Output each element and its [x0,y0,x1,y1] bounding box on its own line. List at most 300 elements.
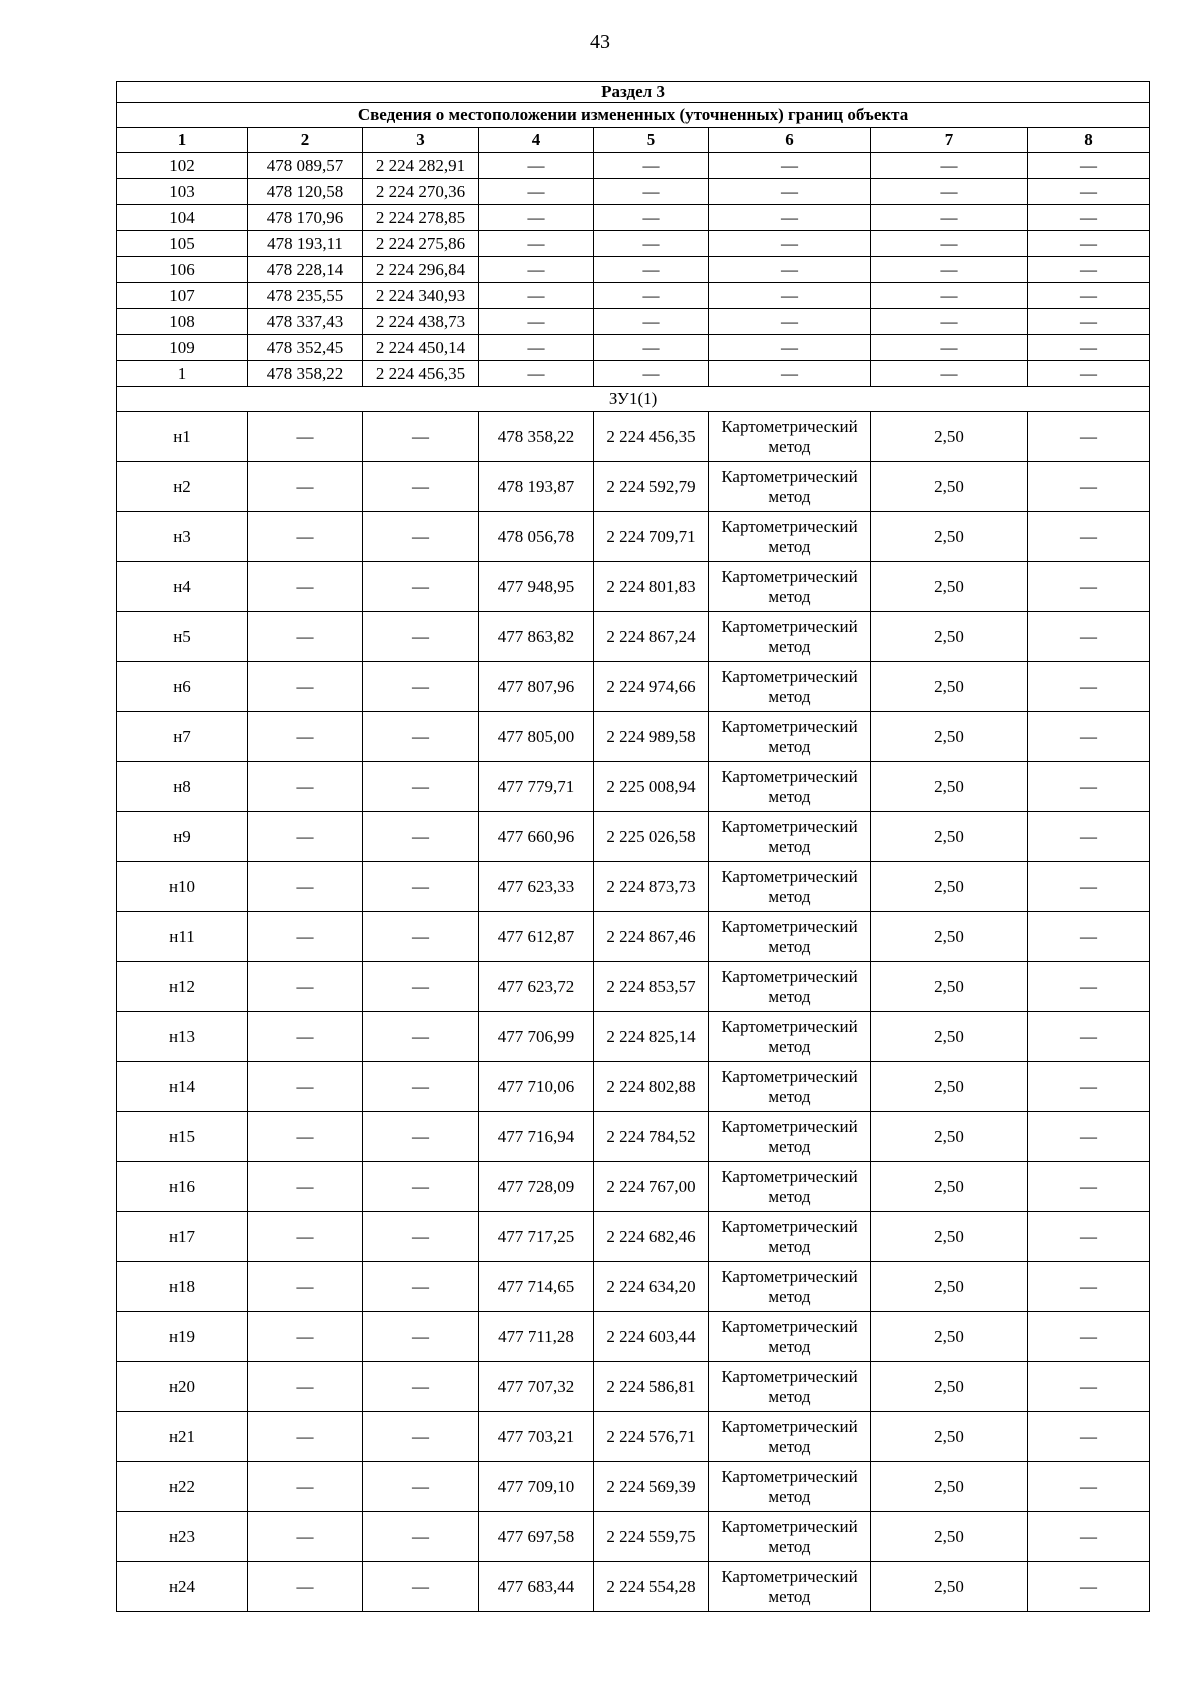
table-cell: 105 [117,231,248,257]
table-cell: 2 224 559,75 [594,1512,709,1562]
table-cell: — [248,1412,363,1462]
table-cell: — [1028,1162,1150,1212]
table-cell: — [248,862,363,912]
table-cell: 477 716,94 [479,1112,594,1162]
table-cell: 2 224 802,88 [594,1062,709,1112]
table-cell: — [1028,812,1150,862]
table-cell: н3 [117,512,248,562]
table-cell: Картометрический метод [709,1562,871,1612]
table-cell: — [479,231,594,257]
table-cell: 478 089,57 [248,153,363,179]
table-cell: 477 710,06 [479,1062,594,1112]
table-cell: 2 224 709,71 [594,512,709,562]
table-cell: — [248,1012,363,1062]
table-cell: 478 358,22 [479,412,594,462]
table-cell: — [479,205,594,231]
table-cell: н6 [117,662,248,712]
table-cell: — [871,231,1028,257]
table-cell: — [1028,257,1150,283]
table-cell: 478 358,22 [248,361,363,387]
table-cell: н10 [117,862,248,912]
table-cell: 2 224 282,91 [363,153,479,179]
table-cell: 2 224 456,35 [363,361,479,387]
table-cell: 477 707,32 [479,1362,594,1412]
table-cell: 477 711,28 [479,1312,594,1362]
table-cell: Картометрический метод [709,1362,871,1412]
table-cell: — [1028,335,1150,361]
table-cell: — [479,179,594,205]
table-cell: н5 [117,612,248,662]
table-cell: н22 [117,1462,248,1512]
column-header: 3 [363,128,479,153]
table-cell: Картометрический метод [709,912,871,962]
table-cell: — [363,1312,479,1362]
table-cell: — [363,662,479,712]
table-cell: — [248,1162,363,1212]
table-cell: 477 623,33 [479,862,594,912]
table-cell: 2,50 [871,1162,1028,1212]
table-cell: 477 948,95 [479,562,594,612]
table-cell: Картометрический метод [709,562,871,612]
table-cell: — [479,153,594,179]
column-header: 4 [479,128,594,153]
table-cell: 103 [117,179,248,205]
table-cell: — [363,762,479,812]
table-cell: Картометрический метод [709,412,871,462]
table-cell: 2,50 [871,1562,1028,1612]
table-cell: — [363,962,479,1012]
table-cell: — [1028,762,1150,812]
column-header: 7 [871,128,1028,153]
table-cell: 2 224 767,00 [594,1162,709,1212]
table-cell: — [248,1262,363,1312]
table-cell: — [248,462,363,512]
table-cell: — [248,1212,363,1262]
table-cell: 2,50 [871,1412,1028,1462]
table-cell: 2 224 682,46 [594,1212,709,1262]
table-cell: 2,50 [871,712,1028,762]
table-cell: — [1028,1062,1150,1112]
table-cell: — [248,812,363,862]
table-cell: 2 224 853,57 [594,962,709,1012]
table-cell: 106 [117,257,248,283]
table-cell: 104 [117,205,248,231]
table-cell: — [871,153,1028,179]
table-cell: — [1028,1362,1150,1412]
table-cell: — [479,283,594,309]
table-cell: — [709,309,871,335]
table-cell: 2 224 603,44 [594,1312,709,1362]
table-cell: Картометрический метод [709,962,871,1012]
section-heading: Раздел 3 [117,82,1150,103]
table-row [117,562,1150,612]
table-cell: 477 706,99 [479,1012,594,1062]
table-cell: — [871,179,1028,205]
table-row [117,412,1150,462]
table-cell: 478 337,43 [248,309,363,335]
table-cell: 477 779,71 [479,762,594,812]
table-cell: 108 [117,309,248,335]
table-cell: 2,50 [871,812,1028,862]
table-cell: — [1028,912,1150,962]
table-cell: — [248,412,363,462]
table-cell: — [363,1112,479,1162]
table-cell: 478 056,78 [479,512,594,562]
table-cell: — [1028,1012,1150,1062]
table-cell: — [363,1262,479,1312]
table-cell: — [363,812,479,862]
table-cell: — [1028,179,1150,205]
table-cell: — [1028,712,1150,762]
table-cell: н14 [117,1062,248,1112]
table-cell: Картометрический метод [709,862,871,912]
table-cell: 2 224 576,71 [594,1412,709,1462]
table-cell: 2 224 873,73 [594,862,709,912]
table-cell: — [363,1512,479,1562]
table-cell: — [871,257,1028,283]
table-cell: — [1028,462,1150,512]
table-cell: — [1028,962,1150,1012]
table-cell: н2 [117,462,248,512]
table-cell: 477 660,96 [479,812,594,862]
table-cell: 2,50 [871,862,1028,912]
table-cell: — [594,179,709,205]
table-cell: — [248,962,363,1012]
table-cell: 2,50 [871,1512,1028,1562]
table-cell: Картометрический метод [709,1412,871,1462]
table-title: Сведения о местоположении измененных (уточненных) границ объекта [117,103,1150,128]
table-cell: 477 709,10 [479,1462,594,1512]
table-cell: 2 224 974,66 [594,662,709,712]
table-cell: — [709,179,871,205]
table-cell: — [871,205,1028,231]
table-cell: 477 703,21 [479,1412,594,1462]
table-cell: 477 714,65 [479,1262,594,1312]
table-row [117,1162,1150,1212]
table-cell: 2,50 [871,1012,1028,1062]
table-cell: 2,50 [871,1312,1028,1362]
table-row [117,462,1150,512]
table-cell: 478 193,11 [248,231,363,257]
table-cell: — [363,612,479,662]
table-cell: 107 [117,283,248,309]
table-cell: Картометрический метод [709,1262,871,1312]
table-cell: — [248,1362,363,1412]
table-cell: — [248,512,363,562]
table-cell: 2,50 [871,412,1028,462]
table-cell: Картометрический метод [709,1112,871,1162]
table-cell: — [1028,512,1150,562]
table-cell: 477 717,25 [479,1212,594,1262]
table-cell: 2 224 270,36 [363,179,479,205]
table-cell: — [363,912,479,962]
table-cell: — [1028,1212,1150,1262]
table-cell: — [709,335,871,361]
table-cell: Картометрический метод [709,1162,871,1212]
table-cell: — [363,412,479,462]
page-number: 43 [590,31,610,53]
table-row [117,335,1150,361]
table-cell: н15 [117,1112,248,1162]
table-cell: — [1028,1462,1150,1512]
table-row [117,1562,1150,1612]
table-cell: 477 697,58 [479,1512,594,1562]
table-cell: — [248,762,363,812]
column-header: 5 [594,128,709,153]
column-header: 6 [709,128,871,153]
table-cell: — [248,1562,363,1612]
table-cell: — [709,231,871,257]
table-row [117,1112,1150,1162]
table-cell: н21 [117,1412,248,1462]
table-cell: — [594,205,709,231]
column-header: 8 [1028,128,1150,153]
column-header: 1 [117,128,248,153]
table-row [117,1012,1150,1062]
table-cell: — [1028,1312,1150,1362]
table-cell: — [1028,231,1150,257]
table-row [117,179,1150,205]
table-cell: 2 225 008,94 [594,762,709,812]
table-cell: 478 228,14 [248,257,363,283]
table-cell: — [1028,153,1150,179]
table-cell: — [709,205,871,231]
table-cell: Картометрический метод [709,1212,871,1262]
table-row [117,205,1150,231]
table-cell: — [1028,612,1150,662]
table-cell: 2 224 340,93 [363,283,479,309]
table-row [117,1062,1150,1112]
table-cell: 2,50 [871,1212,1028,1262]
table-cell: — [248,1062,363,1112]
table-row [117,712,1150,762]
table-cell: — [1028,1112,1150,1162]
table-cell: — [594,283,709,309]
table-cell: 2 224 450,14 [363,335,479,361]
table-cell: Картометрический метод [709,1312,871,1362]
table-cell: — [363,1062,479,1112]
table-row [117,812,1150,862]
table-cell: н9 [117,812,248,862]
table-cell: 2 224 801,83 [594,562,709,612]
table-cell: 2 224 592,79 [594,462,709,512]
table-cell: — [1028,1412,1150,1462]
table-cell: — [248,1312,363,1362]
table-row [117,762,1150,812]
table-cell: — [363,512,479,562]
table-cell: н7 [117,712,248,762]
table-cell: — [871,361,1028,387]
table-cell: — [248,1112,363,1162]
table-cell: — [594,361,709,387]
table-cell: 478 193,87 [479,462,594,512]
table-cell: Картометрический метод [709,812,871,862]
table-cell: — [1028,205,1150,231]
table-cell: 477 863,82 [479,612,594,662]
table-cell: — [479,257,594,283]
table-cell: — [363,1462,479,1512]
table-cell: н13 [117,1012,248,1062]
table-cell: — [363,562,479,612]
table-cell: — [479,335,594,361]
table-cell: 477 728,09 [479,1162,594,1212]
table-row [117,862,1150,912]
parcel-label-row [117,387,1150,412]
parcel-label: ЗУ1(1) [117,387,1150,412]
column-header-row [117,128,1150,153]
table-cell: 2 224 296,84 [363,257,479,283]
table-cell: — [871,283,1028,309]
table-cell: н19 [117,1312,248,1362]
table-cell: — [1028,283,1150,309]
table-cell: — [594,309,709,335]
table-cell: н8 [117,762,248,812]
table-row [117,1512,1150,1562]
table-cell: — [363,1412,479,1462]
table-cell: н1 [117,412,248,462]
table-cell: 478 235,55 [248,283,363,309]
table-cell: — [248,612,363,662]
table-cell: н18 [117,1262,248,1312]
table-row [117,1462,1150,1512]
table-cell: — [594,153,709,179]
table-cell: 2,50 [871,962,1028,1012]
table-row [117,962,1150,1012]
table-cell: 2,50 [871,512,1028,562]
table-cell: — [709,283,871,309]
table-cell: Картометрический метод [709,1012,871,1062]
table-row [117,257,1150,283]
table-row [117,1412,1150,1462]
table-cell: — [594,257,709,283]
table-cell: 478 170,96 [248,205,363,231]
table-cell: 2 224 586,81 [594,1362,709,1412]
table-cell: 2,50 [871,612,1028,662]
table-cell: н16 [117,1162,248,1212]
table-row [117,231,1150,257]
table-cell: — [1028,1262,1150,1312]
table-cell: н17 [117,1212,248,1262]
table-row [117,153,1150,179]
table-cell: н4 [117,562,248,612]
table-cell: — [248,1462,363,1512]
table-row [117,361,1150,387]
table-cell: 2,50 [871,1262,1028,1312]
table-cell: 2 224 275,86 [363,231,479,257]
table-cell: Картометрический метод [709,1462,871,1512]
table-cell: 2 224 278,85 [363,205,479,231]
table-cell: Картометрический метод [709,512,871,562]
table-cell: — [594,231,709,257]
table-cell: Картометрический метод [709,612,871,662]
table-cell: 2,50 [871,1112,1028,1162]
table-cell: — [1028,1512,1150,1562]
table-row [117,1362,1150,1412]
table-cell: 2 224 867,46 [594,912,709,962]
table-cell: — [363,712,479,762]
table-cell: 2,50 [871,912,1028,962]
table-row [117,612,1150,662]
table-cell: 477 612,87 [479,912,594,962]
table-cell: 2 224 634,20 [594,1262,709,1312]
table-row [117,283,1150,309]
table-cell: — [871,335,1028,361]
table-cell: 2 224 438,73 [363,309,479,335]
table-cell: 2,50 [871,662,1028,712]
table-cell: 477 805,00 [479,712,594,762]
table-cell: — [1028,361,1150,387]
table-cell: Картометрический метод [709,1512,871,1562]
table-cell: 2 224 569,39 [594,1462,709,1512]
table-cell: 102 [117,153,248,179]
table-cell: — [1028,412,1150,462]
table-cell: — [248,912,363,962]
table-cell: — [363,1362,479,1412]
table-row [117,662,1150,712]
table-cell: 1 [117,361,248,387]
table-cell: 2,50 [871,1462,1028,1512]
boundary-table [116,81,1150,1612]
table-cell: 477 623,72 [479,962,594,1012]
table-row [117,912,1150,962]
table-cell: 2 224 867,24 [594,612,709,662]
table-cell: — [479,361,594,387]
table-cell: — [594,335,709,361]
table-cell: 2 224 554,28 [594,1562,709,1612]
table-cell: — [479,309,594,335]
table-cell: Картометрический метод [709,462,871,512]
table-cell: — [363,1162,479,1212]
table-cell: — [1028,309,1150,335]
table-row [117,309,1150,335]
table-cell: — [363,1012,479,1062]
table-cell: н23 [117,1512,248,1562]
table-cell: — [709,153,871,179]
table-cell: н12 [117,962,248,1012]
table-cell: 2,50 [871,1362,1028,1412]
table-cell: — [1028,1562,1150,1612]
table-cell: Картометрический метод [709,662,871,712]
table-cell: Картометрический метод [709,1062,871,1112]
table-row [117,1212,1150,1262]
column-header: 2 [248,128,363,153]
table-cell: н20 [117,1362,248,1412]
table-cell: 2 225 026,58 [594,812,709,862]
table-cell: — [709,257,871,283]
table-cell: 478 352,45 [248,335,363,361]
table-cell: 2,50 [871,462,1028,512]
table-cell: Картометрический метод [709,712,871,762]
table-cell: Картометрический метод [709,762,871,812]
table-cell: 2,50 [871,762,1028,812]
table-cell: 2 224 825,14 [594,1012,709,1062]
table-row [117,1262,1150,1312]
table-cell: — [871,309,1028,335]
table-cell: — [363,1562,479,1612]
table-cell: — [248,562,363,612]
table-cell: — [248,712,363,762]
table-cell: 2 224 784,52 [594,1112,709,1162]
table-cell: 2,50 [871,1062,1028,1112]
table-cell: 2 224 456,35 [594,412,709,462]
table-cell: 2 224 989,58 [594,712,709,762]
table-row [117,1312,1150,1362]
table-cell: — [363,862,479,912]
table-cell: 477 807,96 [479,662,594,712]
table-cell: — [1028,862,1150,912]
table-cell: 478 120,58 [248,179,363,205]
table-cell: — [248,1512,363,1562]
